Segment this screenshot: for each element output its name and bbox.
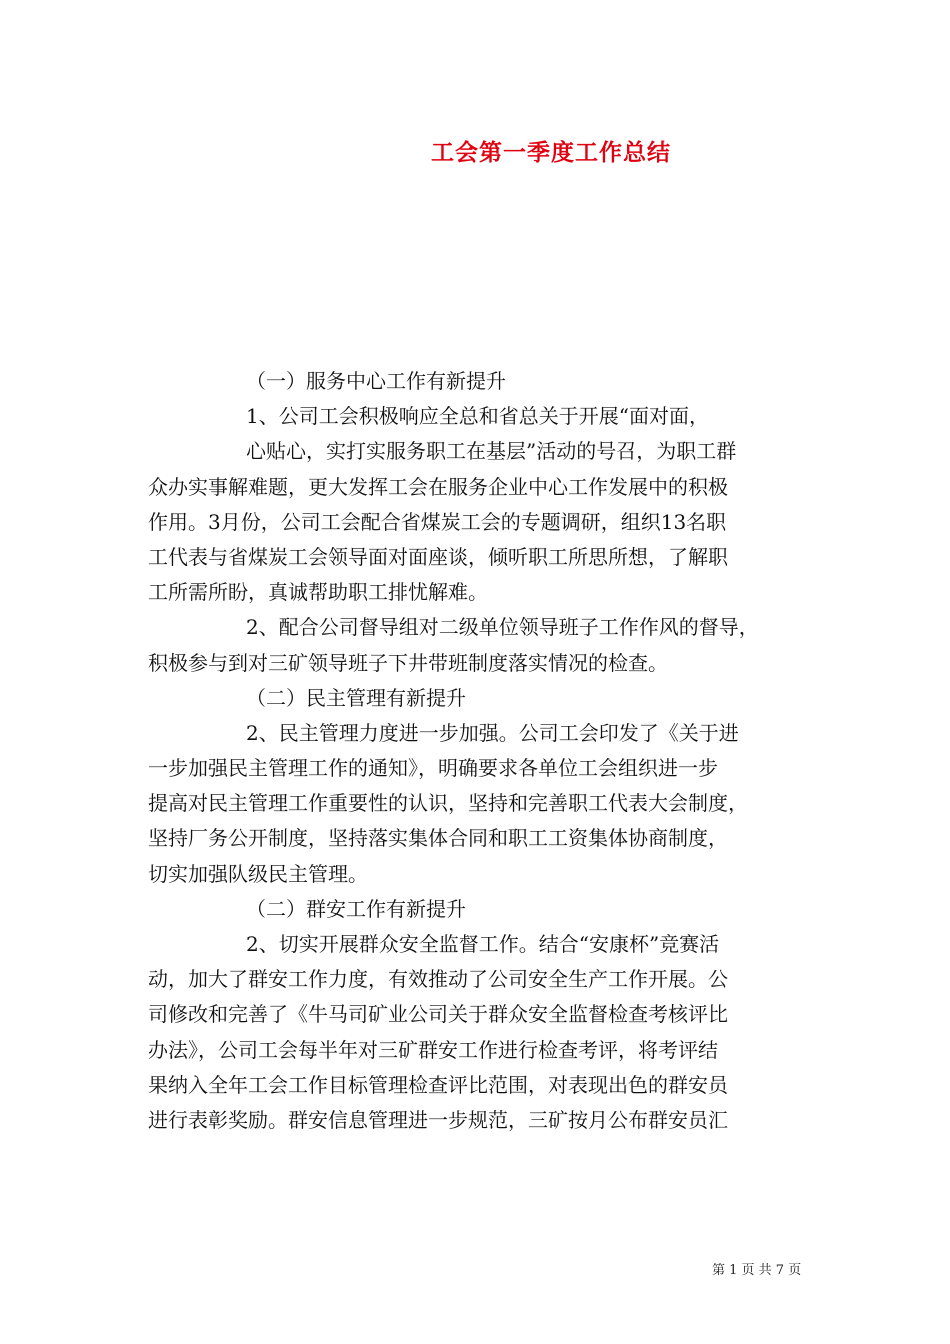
text-line: 提高对民主管理工作重要性的认识，坚持和完善职工代表大会制度， (148, 791, 748, 816)
document-title: 工会第一季度工作总结 (431, 140, 671, 166)
text-line: （二）民主管理有新提升 (246, 685, 466, 710)
text-line: 办法》，公司工会每半年对三矿群安工作进行检查考评，将考评结 (148, 1037, 718, 1062)
text-line: 工所需所盼，真诚帮助职工排忧解难。 (148, 580, 488, 605)
text-line: 坚持厂务公开制度，坚持落实集体合同和职工工资集体协商制度， (148, 826, 728, 851)
text-line: 果纳入全年工会工作目标管理检查评比范围，对表现出色的群安员 (148, 1072, 728, 1097)
text-line: （二）群安工作有新提升 (246, 896, 466, 921)
text-line: 心贴心，实打实服务职工在基层”活动的号召，为职工群 (246, 439, 737, 464)
text-line: 2、切实开展群众安全监督工作。结合“安康杯”竞赛活 (246, 932, 720, 956)
text-line: （一）服务中心工作有新提升 (246, 369, 506, 393)
text-line: 司修改和完善了《牛马司矿业公司关于群众安全监督检查考核评比 (148, 1002, 728, 1027)
text-line: 工代表与省煤炭工会领导面对面座谈，倾听职工所思所想，了解职 (148, 544, 728, 569)
text-line: 众办实事解难题，更大发挥工会在服务企业中心工作发展中的积极 (148, 474, 728, 499)
text-line: 1、公司工会积极响应全总和省总关于开展“面对面， (246, 404, 709, 429)
text-line: 一步加强民主管理工作的通知》，明确要求各单位工会组织进一步 (148, 756, 718, 781)
page-number-footer: 第 1 页 共 7 页 (712, 1263, 802, 1278)
text-line: 进行表彰奖励。群安信息管理进一步规范，三矿按月公布群安员汇 (148, 1107, 728, 1132)
text-line: 作用。3月份，公司工会配合省煤炭工会的专题调研，组织13名职 (148, 509, 727, 534)
text-line: 切实加强队级民主管理。 (148, 861, 368, 886)
text-line: 动，加大了群安工作力度，有效推动了公司安全生产工作开展。公 (148, 967, 728, 992)
text-line: 2、配合公司督导组对二级单位领导班子工作作风的督导， (246, 615, 759, 640)
text-line: 积极参与到对三矿领导班子下井带班制度落实情况的检查。 (148, 650, 668, 675)
text-line: 2、民主管理力度进一步加强。公司工会印发了《关于进 (246, 720, 739, 745)
document-body (148, 364, 812, 1138)
